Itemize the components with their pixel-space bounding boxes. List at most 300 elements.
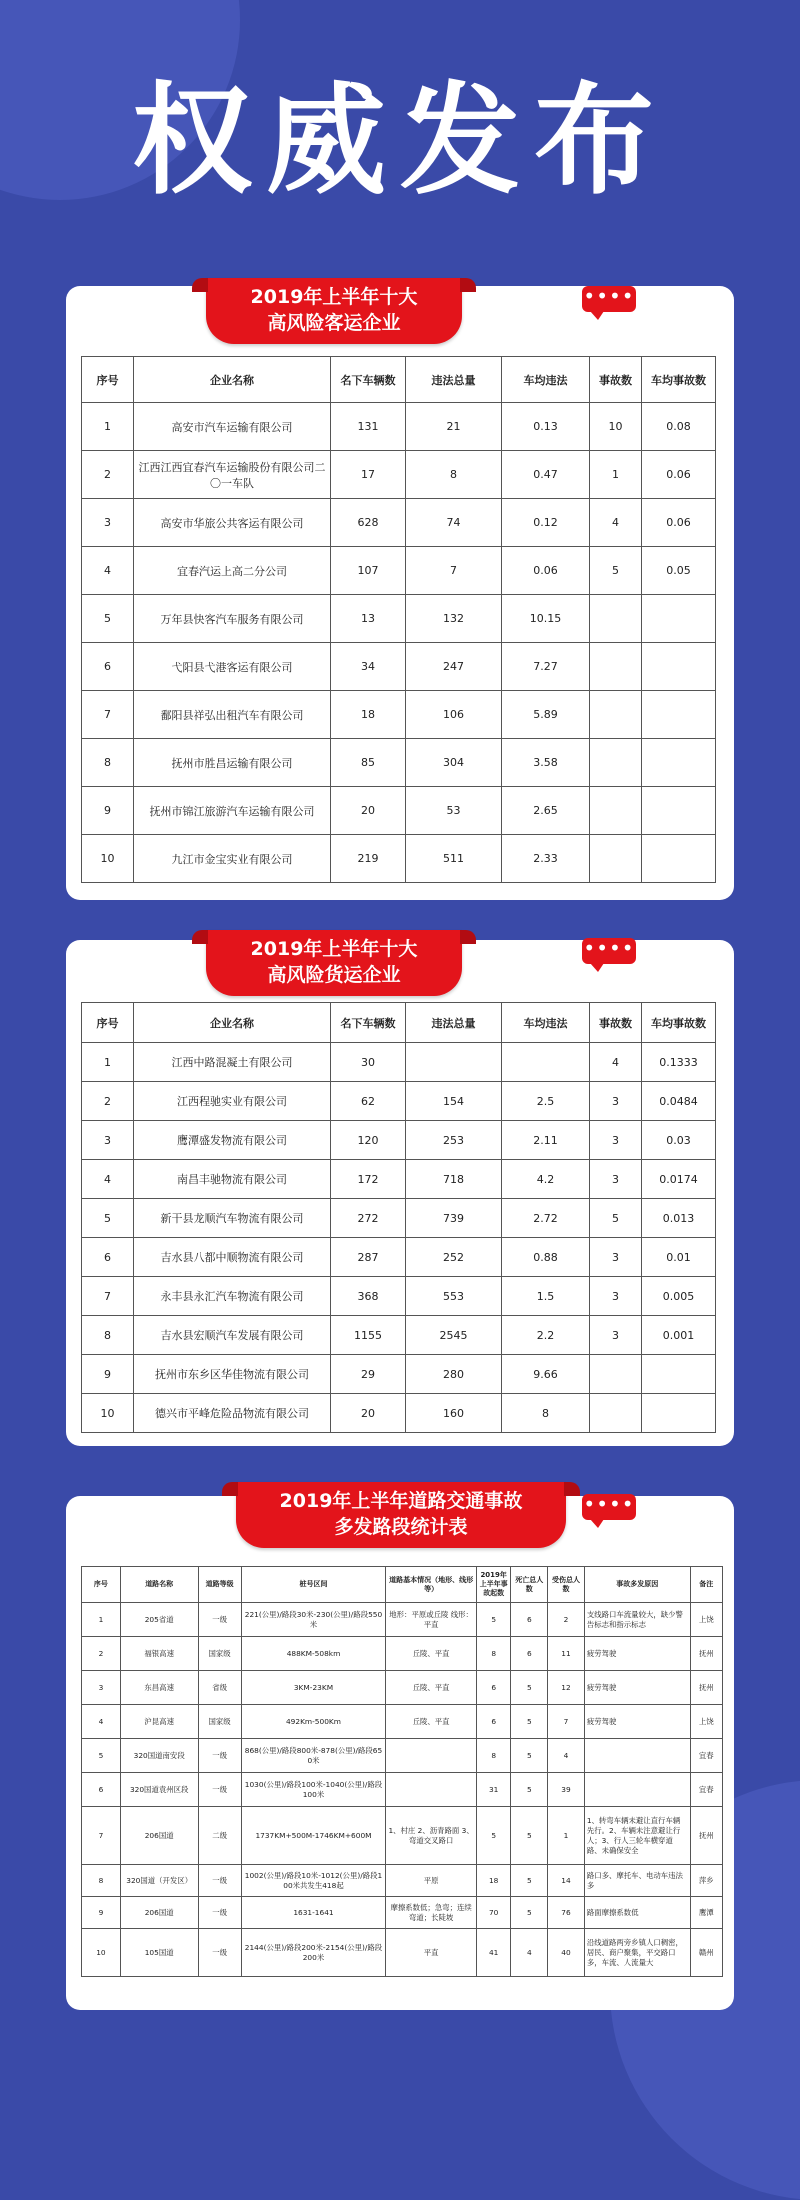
- table-cell: 万年县快客汽车服务有限公司: [134, 595, 331, 643]
- table-cell: 3.58: [502, 739, 590, 787]
- table-cell: 0.47: [502, 451, 590, 499]
- table-cell: 6: [476, 1705, 511, 1739]
- table-cell: 9: [82, 1355, 134, 1394]
- table-cell: [590, 595, 642, 643]
- table-cell: [642, 739, 716, 787]
- table-cell: 路面摩擦系数低: [584, 1897, 690, 1929]
- table-cell: 9: [82, 787, 134, 835]
- table-row: [82, 499, 716, 547]
- table-cell: 支线路口车流量较大，缺少警告标志和指示标志: [584, 1603, 690, 1637]
- column-header: 企业名称: [134, 357, 331, 403]
- table-row: [82, 643, 716, 691]
- table-cell: 4: [82, 547, 134, 595]
- table-cell: 4.2: [502, 1160, 590, 1199]
- table-cell: 抚州市锦江旅游汽车运输有限公司: [134, 787, 331, 835]
- table-cell: [642, 643, 716, 691]
- table-row: [82, 1603, 723, 1637]
- speech-bubble-icon: ••••: [582, 938, 636, 964]
- table-cell: 11: [548, 1637, 585, 1671]
- table-cell: 105国道: [120, 1929, 198, 1977]
- table-cell: 2: [82, 1637, 121, 1671]
- table-row: [82, 835, 716, 883]
- column-header: 备注: [690, 1567, 722, 1603]
- column-header: 违法总量: [406, 357, 502, 403]
- table-cell: 疲劳驾驶: [584, 1637, 690, 1671]
- table-row: [82, 1671, 723, 1705]
- table-cell: 10.15: [502, 595, 590, 643]
- table-cell: 13: [331, 595, 406, 643]
- column-header: 序号: [82, 1567, 121, 1603]
- table-cell: 272: [331, 1199, 406, 1238]
- table-cell: 107: [331, 547, 406, 595]
- table-cell: 江西中路混凝土有限公司: [134, 1043, 331, 1082]
- table-cell: 3KM-23KM: [241, 1671, 386, 1705]
- table-cell: 高安市华旅公共客运有限公司: [134, 499, 331, 547]
- table-cell: 8: [82, 1316, 134, 1355]
- column-header: 2019年上半年事故起数: [476, 1567, 511, 1603]
- table-cell: 368: [331, 1277, 406, 1316]
- table-cell: 8: [406, 451, 502, 499]
- table-cell: [642, 1394, 716, 1433]
- table-cell: 4: [511, 1929, 548, 1977]
- table-cell: 553: [406, 1277, 502, 1316]
- table-cell: 0.0484: [642, 1082, 716, 1121]
- table-cell: 5: [511, 1739, 548, 1773]
- table-row: [82, 1316, 716, 1355]
- table-row: [82, 1394, 716, 1433]
- table-cell: 488KM-508km: [241, 1637, 386, 1671]
- column-header: 企业名称: [134, 1003, 331, 1043]
- table-row: [82, 1705, 723, 1739]
- table-cell: 34: [331, 643, 406, 691]
- table-cell: 70: [476, 1897, 511, 1929]
- table-cell: 德兴市平峰危险品物流有限公司: [134, 1394, 331, 1433]
- table-cell: 106: [406, 691, 502, 739]
- table-cell: 304: [406, 739, 502, 787]
- table-cell: 宜春汽运上高二分公司: [134, 547, 331, 595]
- table-cell: 8: [502, 1394, 590, 1433]
- table-cell: 6: [511, 1603, 548, 1637]
- table-cell: 永丰县永汇汽车物流有限公司: [134, 1277, 331, 1316]
- table-cell: 3: [590, 1082, 642, 1121]
- table-cell: [642, 691, 716, 739]
- table-cell: [590, 1355, 642, 1394]
- table-cell: [584, 1773, 690, 1807]
- table-cell: 1、村庄 2、沥青路面 3、弯道交叉路口: [386, 1807, 477, 1865]
- table-cell: 鄱阳县祥弘出租汽车有限公司: [134, 691, 331, 739]
- table-row: [82, 1637, 723, 1671]
- table-accident-roads: [81, 1566, 723, 1977]
- table-cell: 868(公里)/路段800米-878(公里)/路段650米: [241, 1739, 386, 1773]
- table-cell: 9.66: [502, 1355, 590, 1394]
- table-cell: 62: [331, 1082, 406, 1121]
- banner-passenger: [206, 278, 462, 344]
- table-row: [82, 1865, 723, 1897]
- table-cell: [590, 835, 642, 883]
- table-cell: 5: [476, 1807, 511, 1865]
- table-cell: 205省道: [120, 1603, 198, 1637]
- banner-title-line2: 高风险货运企业: [267, 964, 401, 986]
- table-cell: 上饶: [690, 1705, 722, 1739]
- table-cell: 5: [476, 1603, 511, 1637]
- table-cell: 2: [82, 1082, 134, 1121]
- table-cell: 0.1333: [642, 1043, 716, 1082]
- table-cell: 4: [82, 1705, 121, 1739]
- table-cell: 福银高速: [120, 1637, 198, 1671]
- table-cell: 抚州市胜昌运输有限公司: [134, 739, 331, 787]
- banner-title-line1: 2019年上半年十大: [250, 286, 418, 308]
- table-cell: 平直: [386, 1929, 477, 1977]
- table-cell: 丘陵、平直: [386, 1705, 477, 1739]
- table-cell: 九江市金宝实业有限公司: [134, 835, 331, 883]
- table-cell: 160: [406, 1394, 502, 1433]
- table-cell: 江西程驰实业有限公司: [134, 1082, 331, 1121]
- table-row: [82, 787, 716, 835]
- table-freight: [81, 1002, 716, 1433]
- table-cell: 511: [406, 835, 502, 883]
- column-header: 名下车辆数: [331, 357, 406, 403]
- table-cell: [642, 1355, 716, 1394]
- speech-bubble-icon: ••••: [582, 286, 636, 312]
- table-cell: 320国道（开发区）: [120, 1865, 198, 1897]
- table-cell: 3: [590, 1121, 642, 1160]
- table-cell: 3: [590, 1277, 642, 1316]
- column-header: 事故数: [590, 357, 642, 403]
- table-cell: 221(公里)/路段30米-230(公里)/路段550米: [241, 1603, 386, 1637]
- table-cell: 2.2: [502, 1316, 590, 1355]
- table-cell: 6: [476, 1671, 511, 1705]
- table-cell: 一级: [198, 1865, 241, 1897]
- table-cell: 5: [590, 1199, 642, 1238]
- speech-bubble-icon: ••••: [582, 1494, 636, 1520]
- table-cell: 丘陵、平直: [386, 1671, 477, 1705]
- table-cell: 宜春: [690, 1739, 722, 1773]
- table-cell: 41: [476, 1929, 511, 1977]
- table-cell: 17: [331, 451, 406, 499]
- table-row: [82, 1929, 723, 1977]
- table-cell: 8: [476, 1739, 511, 1773]
- table-cell: 江西江西宜春汽车运输股份有限公司二〇一车队: [134, 451, 331, 499]
- table-cell: [590, 643, 642, 691]
- column-header: 受伤总人数: [548, 1567, 585, 1603]
- table-cell: 摩擦系数低；急弯；连续弯道；长陡坡: [386, 1897, 477, 1929]
- column-header: 车均事故数: [642, 1003, 716, 1043]
- table-cell: 5: [590, 547, 642, 595]
- table-row: [82, 1807, 723, 1865]
- table-cell: 0.0174: [642, 1160, 716, 1199]
- column-header: 道路名称: [120, 1567, 198, 1603]
- table-cell: 0.05: [642, 547, 716, 595]
- table-cell: 1: [590, 451, 642, 499]
- table-cell: 4: [590, 1043, 642, 1082]
- table-cell: 29: [331, 1355, 406, 1394]
- table-cell: 8: [82, 1865, 121, 1897]
- table-cell: 国家级: [198, 1637, 241, 1671]
- column-header: 事故多发原因: [584, 1567, 690, 1603]
- table-cell: 疲劳驾驶: [584, 1705, 690, 1739]
- table-cell: 3: [590, 1316, 642, 1355]
- table-cell: [502, 1043, 590, 1082]
- banner-title-line1: 2019年上半年道路交通事故: [279, 1490, 523, 1512]
- table-cell: 320国道袁州区段: [120, 1773, 198, 1807]
- table-cell: 18: [331, 691, 406, 739]
- table-cell: 一级: [198, 1897, 241, 1929]
- table-cell: 国家级: [198, 1705, 241, 1739]
- table-cell: 7: [82, 1277, 134, 1316]
- table-cell: 2.5: [502, 1082, 590, 1121]
- table-cell: 一级: [198, 1929, 241, 1977]
- table-cell: 5: [511, 1671, 548, 1705]
- table-cell: 5.89: [502, 691, 590, 739]
- table-cell: 0.06: [502, 547, 590, 595]
- table-cell: 上饶: [690, 1603, 722, 1637]
- table-cell: 一级: [198, 1603, 241, 1637]
- banner-freight: [206, 930, 462, 996]
- table-cell: 3: [82, 499, 134, 547]
- table-cell: 20: [331, 787, 406, 835]
- table-cell: 抚州: [690, 1671, 722, 1705]
- table-cell: 沿线道路两旁乡镇人口稠密，居民、商户聚集，平交路口多，车流、人流量大: [584, 1929, 690, 1977]
- table-cell: 0.06: [642, 451, 716, 499]
- table-cell: 20: [331, 1394, 406, 1433]
- table-cell: 6: [82, 1773, 121, 1807]
- table-cell: [406, 1043, 502, 1082]
- table-cell: 5: [511, 1897, 548, 1929]
- table-cell: [386, 1773, 477, 1807]
- table-cell: 7.27: [502, 643, 590, 691]
- table-row: [82, 451, 716, 499]
- table-row: [82, 1739, 723, 1773]
- table-cell: 赣州: [690, 1929, 722, 1977]
- table-cell: 252: [406, 1238, 502, 1277]
- column-header: 道路基本情况（地形、线形等）: [386, 1567, 477, 1603]
- table-cell: [642, 835, 716, 883]
- table-cell: 路口多、摩托车、电动车违法多: [584, 1865, 690, 1897]
- table-cell: 0.03: [642, 1121, 716, 1160]
- table-cell: 76: [548, 1897, 585, 1929]
- table-cell: 10: [82, 1394, 134, 1433]
- table-cell: 1030(公里)/路段100米-1040(公里)/路段100米: [241, 1773, 386, 1807]
- table-cell: 弋阳县弋港客运有限公司: [134, 643, 331, 691]
- table-cell: 0.12: [502, 499, 590, 547]
- table-cell: 2545: [406, 1316, 502, 1355]
- table-cell: [386, 1739, 477, 1773]
- table-cell: 高安市汽车运输有限公司: [134, 403, 331, 451]
- table-cell: 5: [511, 1865, 548, 1897]
- table-cell: 287: [331, 1238, 406, 1277]
- table-cell: 247: [406, 643, 502, 691]
- table-cell: 12: [548, 1671, 585, 1705]
- table-cell: 0.88: [502, 1238, 590, 1277]
- table-cell: 85: [331, 739, 406, 787]
- table-cell: 10: [82, 1929, 121, 1977]
- table-cell: 1002(公里)/路段10米-1012(公里)/路段100米共发生418起: [241, 1865, 386, 1897]
- table-cell: 5: [82, 1199, 134, 1238]
- table-cell: 新干县龙顺汽车物流有限公司: [134, 1199, 331, 1238]
- table-row: [82, 1897, 723, 1929]
- column-header: 序号: [82, 1003, 134, 1043]
- table-cell: 1: [82, 1603, 121, 1637]
- table-cell: 280: [406, 1355, 502, 1394]
- column-header: 死亡总人数: [511, 1567, 548, 1603]
- table-cell: 120: [331, 1121, 406, 1160]
- table-cell: 5: [82, 1739, 121, 1773]
- table-cell: 39: [548, 1773, 585, 1807]
- table-cell: 吉水县八都中顺物流有限公司: [134, 1238, 331, 1277]
- table-cell: 3: [590, 1160, 642, 1199]
- table-cell: 253: [406, 1121, 502, 1160]
- table-cell: 鹰潭: [690, 1897, 722, 1929]
- table-cell: 718: [406, 1160, 502, 1199]
- table-cell: 7: [406, 547, 502, 595]
- table-cell: 206国道: [120, 1807, 198, 1865]
- table-cell: 宜春: [690, 1773, 722, 1807]
- table-cell: 0.001: [642, 1316, 716, 1355]
- table-row: [82, 1238, 716, 1277]
- table-cell: 31: [476, 1773, 511, 1807]
- table-cell: 1: [82, 1043, 134, 1082]
- table-row: [82, 1043, 716, 1082]
- table-cell: 30: [331, 1043, 406, 1082]
- table-cell: 2144(公里)/路段200米-2154(公里)/路段200米: [241, 1929, 386, 1977]
- table-cell: 疲劳驾驶: [584, 1671, 690, 1705]
- table-cell: 0.13: [502, 403, 590, 451]
- column-header: 车均违法: [502, 357, 590, 403]
- table-cell: [590, 691, 642, 739]
- table-cell: [590, 1394, 642, 1433]
- column-header: 违法总量: [406, 1003, 502, 1043]
- table-cell: 131: [331, 403, 406, 451]
- column-header: 车均违法: [502, 1003, 590, 1043]
- column-header: 车均事故数: [642, 357, 716, 403]
- table-cell: 18: [476, 1865, 511, 1897]
- table-cell: 10: [590, 403, 642, 451]
- column-header: 名下车辆数: [331, 1003, 406, 1043]
- table-cell: 2.65: [502, 787, 590, 835]
- table-cell: 154: [406, 1082, 502, 1121]
- table-cell: 8: [476, 1637, 511, 1671]
- table-cell: 0.08: [642, 403, 716, 451]
- table-row: [82, 547, 716, 595]
- table-cell: 7: [82, 691, 134, 739]
- table-cell: 5: [511, 1807, 548, 1865]
- table-row: [82, 403, 716, 451]
- table-cell: 6: [82, 643, 134, 691]
- banner-accident-roads: [236, 1482, 566, 1548]
- table-cell: 4: [590, 499, 642, 547]
- table-cell: [642, 595, 716, 643]
- table-cell: 一级: [198, 1739, 241, 1773]
- table-cell: 二级: [198, 1807, 241, 1865]
- table-cell: 平原: [386, 1865, 477, 1897]
- column-header: 道路等级: [198, 1567, 241, 1603]
- table-cell: 0.06: [642, 499, 716, 547]
- table-cell: 3: [82, 1121, 134, 1160]
- table-cell: 5: [511, 1705, 548, 1739]
- table-cell: 2.33: [502, 835, 590, 883]
- table-cell: 抚州: [690, 1807, 722, 1865]
- table-cell: 74: [406, 499, 502, 547]
- table-cell: [590, 739, 642, 787]
- table-cell: 1631-1641: [241, 1897, 386, 1929]
- table-cell: 2.11: [502, 1121, 590, 1160]
- table-row: [82, 1277, 716, 1316]
- table-row: [82, 595, 716, 643]
- table-passenger: [81, 356, 716, 883]
- table-cell: 9: [82, 1897, 121, 1929]
- banner-title-line2: 多发路段统计表: [334, 1516, 468, 1538]
- table-cell: [584, 1739, 690, 1773]
- table-cell: 0.005: [642, 1277, 716, 1316]
- table-row: [82, 1160, 716, 1199]
- table-cell: 地形：平原或丘陵 线形：平直: [386, 1603, 477, 1637]
- table-cell: 4: [548, 1739, 585, 1773]
- table-cell: 1737KM+500M-1746KM+600M: [241, 1807, 386, 1865]
- table-cell: 0.013: [642, 1199, 716, 1238]
- table-cell: 1: [548, 1807, 585, 1865]
- table-row: [82, 1121, 716, 1160]
- table-cell: 219: [331, 835, 406, 883]
- table-row: [82, 1199, 716, 1238]
- table-row: [82, 1082, 716, 1121]
- table-cell: 739: [406, 1199, 502, 1238]
- table-cell: 492Km-500Km: [241, 1705, 386, 1739]
- banner-title-line2: 高风险客运企业: [267, 312, 401, 334]
- table-cell: 1155: [331, 1316, 406, 1355]
- banner-title-line1: 2019年上半年十大: [250, 938, 418, 960]
- table-cell: 2: [82, 451, 134, 499]
- table-cell: 2.72: [502, 1199, 590, 1238]
- table-cell: 5: [511, 1773, 548, 1807]
- table-cell: 628: [331, 499, 406, 547]
- table-cell: 抚州市东乡区华佳物流有限公司: [134, 1355, 331, 1394]
- table-cell: 8: [82, 739, 134, 787]
- table-cell: 5: [82, 595, 134, 643]
- table-cell: 鹰潭盛发物流有限公司: [134, 1121, 331, 1160]
- table-cell: 1.5: [502, 1277, 590, 1316]
- table-row: [82, 1355, 716, 1394]
- table-cell: 抚州: [690, 1637, 722, 1671]
- table-row: [82, 1773, 723, 1807]
- table-cell: 7: [548, 1705, 585, 1739]
- table-cell: 172: [331, 1160, 406, 1199]
- table-cell: 省级: [198, 1671, 241, 1705]
- table-cell: 东昌高速: [120, 1671, 198, 1705]
- column-header: 事故数: [590, 1003, 642, 1043]
- table-cell: 14: [548, 1865, 585, 1897]
- table-row: [82, 691, 716, 739]
- table-cell: 1: [82, 403, 134, 451]
- table-cell: 6: [82, 1238, 134, 1277]
- hero-title: 权威发布: [132, 72, 668, 211]
- table-cell: 0.01: [642, 1238, 716, 1277]
- table-cell: 3: [590, 1238, 642, 1277]
- table-cell: 一级: [198, 1773, 241, 1807]
- table-cell: 3: [82, 1671, 121, 1705]
- table-cell: 206国道: [120, 1897, 198, 1929]
- table-cell: [590, 787, 642, 835]
- table-cell: 132: [406, 595, 502, 643]
- table-cell: 2: [548, 1603, 585, 1637]
- table-cell: 53: [406, 787, 502, 835]
- table-cell: 10: [82, 835, 134, 883]
- table-cell: 南昌丰驰物流有限公司: [134, 1160, 331, 1199]
- table-cell: 1、转弯车辆未避让直行车辆先行。2、车辆未注意避让行人；3、行人三轮车横穿道路、未确保安全: [584, 1807, 690, 1865]
- table-cell: 萍乡: [690, 1865, 722, 1897]
- table-cell: 沪昆高速: [120, 1705, 198, 1739]
- column-header: 桩号区间: [241, 1567, 386, 1603]
- table-cell: 丘陵、平直: [386, 1637, 477, 1671]
